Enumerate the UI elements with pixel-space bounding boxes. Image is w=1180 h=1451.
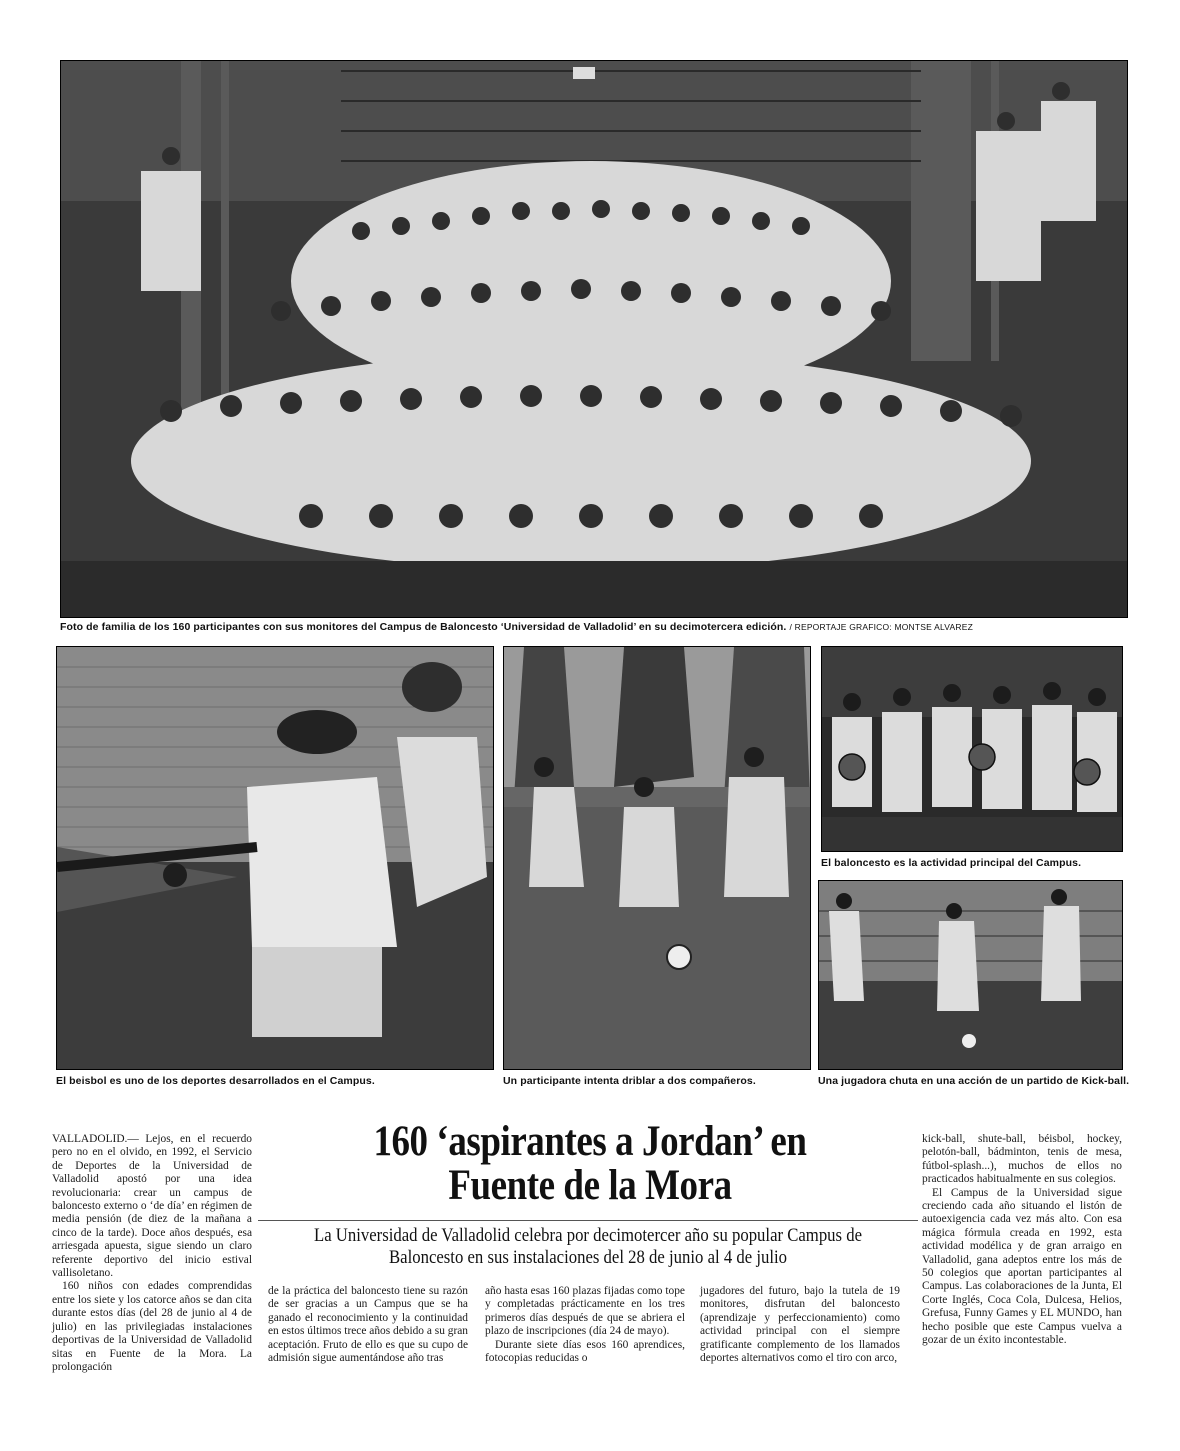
baseball-photo — [56, 646, 494, 1070]
body-column-4 — [700, 1285, 900, 1365]
body-paragraph: de la práctica del baloncesto tiene su razón de ser gracias a un Campus que se ha ganado el reconocimiento y la continuidad en estos últimos trece años debido a su gran aceptación. Fruto de ello es que su cupo de admisión sigue aumentándose año tras — [268, 1285, 468, 1365]
body-paragraph: El Campus de la Universidad sigue creciendo cada año situando el listón de autoexigencia cada vez más alto. Con esa mágica fórmula creada en 1992, esta actividad modélica y de gran arraigo en Valladolid, gana adeptos entre los más de 50 colegios que aportan participantes al Campus. Las colaboraciones de la Junta, El Corte Inglés, Coca Cola, Dulcesa, Helios, Grefusa, Funny Games y EL MUNDO, han hecho posible que este Campus vuelva a gozar de un éxito incontestable. — [922, 1186, 1122, 1347]
basketball-photo-image — [822, 647, 1122, 851]
group-photo-caption-text: Foto de familia de los 160 participantes con sus monitores del Campus de Baloncesto ‘Universidad de Valladolid’ en su decimotercera edición. — [60, 621, 787, 633]
body-paragraph: Durante siete días esos 160 aprendices, fotocopias reducidas o — [485, 1338, 685, 1365]
body-column-1 — [52, 1133, 252, 1374]
body-paragraph: jugadores del futuro, bajo la tutela de 19 monitores, disfrutan del baloncesto (aprendizaje y perfeccionamiento) como actividad principal con el siempre gratificante complemento de los llamados deportes alternativos como el tiro con arco, — [700, 1285, 900, 1365]
baseball-photo-image — [57, 647, 493, 1069]
lead-paragraph: VALLADOLID.— Lejos, en el recuerdo pero no en el olvido, en 1992, el Servicio de Deportes de la Universidad de Valladolid apostó por una idea revolucionaria: crear un campus de baloncesto externo o ‘de día’ en régimen de media pensión (de diez de la mañana a cinco de la tarde). Doce años después, esa arriesgada apuesta, sigue siendo un claro referente deportivo del inicio estival vallisoletano. — [52, 1133, 252, 1280]
basketball-photo — [821, 646, 1123, 852]
body-column-2 — [268, 1285, 468, 1365]
article-headline: 160 ‘aspirantes a Jordan’ en Fuente de la Mora — [373, 1118, 807, 1209]
soccer-caption: Un participante intenta driblar a dos compañeros. — [503, 1075, 756, 1087]
photo-credit: / REPORTAJE GRAFICO: MONTSE ALVAREZ — [789, 622, 973, 632]
group-photo-image — [61, 61, 1127, 617]
kickball-caption: Una jugadora chuta en una acción de un partido de Kick-ball. — [818, 1075, 1130, 1087]
body-paragraph: kick-ball, shute-ball, béisbol, hockey, pelotón-ball, bádminton, tenis de mesa, fútbol-splash...), muchos de ellos no practicados habitualmente en sus colegios. — [922, 1133, 1122, 1186]
article-deck: La Universidad de Valladolid celebra por decimotercer año su popular Campus de Baloncesto en sus instalaciones del 28 de junio al 4 de julio — [313, 1225, 863, 1268]
body-paragraph: año hasta esas 160 plazas fijadas como tope y completadas prácticamente en los tres primeros días después de que se abriera el plazo de inscripciones (día 24 de mayo). — [485, 1285, 685, 1338]
soccer-photo-image — [504, 647, 810, 1069]
body-column-3 — [485, 1285, 685, 1365]
body-column-5 — [922, 1133, 1122, 1348]
soccer-photo — [503, 646, 811, 1070]
body-paragraph: 160 niños con edades comprendidas entre los siete y los catorce años se dan cita durante estos días (del 28 de junio al 4 de julio) en las privilegiadas instalaciones deportivas de la Universidad de Valladolid sitas en Fuente de la Mora. La prolongación — [52, 1280, 252, 1373]
basketball-caption: El baloncesto es la actividad principal del Campus. — [821, 857, 1082, 869]
group-photo — [60, 60, 1128, 618]
group-photo-caption — [60, 621, 973, 633]
kickball-photo-image — [819, 881, 1122, 1069]
headline-rule — [258, 1220, 918, 1221]
baseball-caption: El beisbol es uno de los deportes desarrollados en el Campus. — [56, 1075, 375, 1087]
kickball-photo — [818, 880, 1123, 1070]
